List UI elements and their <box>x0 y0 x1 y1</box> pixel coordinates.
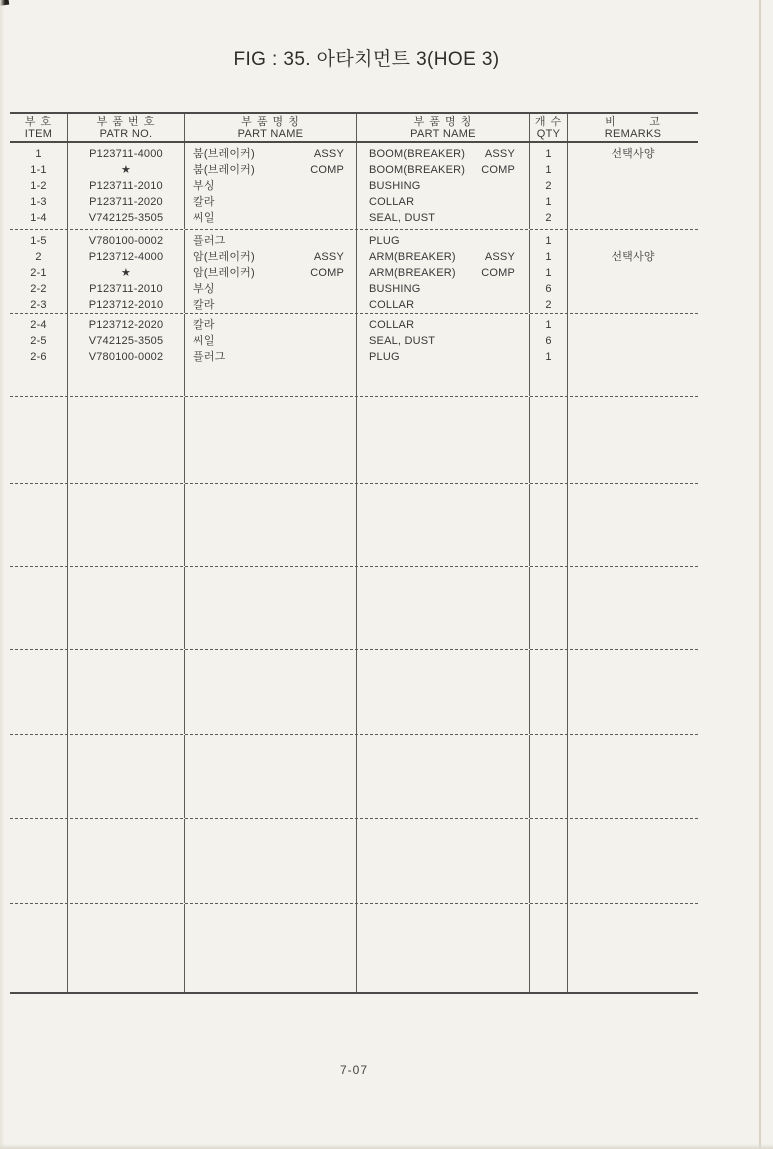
table-column <box>530 230 568 313</box>
cell-part-no: V742125-3505 <box>88 212 164 224</box>
scan-bottom-edge <box>0 1144 773 1149</box>
table-column <box>68 230 185 313</box>
table-column <box>10 397 68 483</box>
cell-item: 1 <box>35 148 42 160</box>
table-column <box>530 314 568 396</box>
parts-table <box>10 112 698 994</box>
cell-name-kr: 칼라 <box>193 299 215 311</box>
cell-name-suffix: COMP <box>481 267 515 279</box>
cell-name-en: BUSHING <box>369 180 421 192</box>
header-item <box>10 114 68 141</box>
header-qty-kr: 개 수 <box>534 115 563 128</box>
table-column <box>357 230 530 313</box>
cell-remarks <box>568 162 698 178</box>
table-column <box>357 397 530 483</box>
cell-qty: 1 <box>545 148 552 160</box>
cell-name-kr-line <box>185 333 356 349</box>
cell-name-en-line <box>357 233 529 249</box>
cell-qty: 1 <box>545 351 552 363</box>
cell-name-en: BOOM(BREAKER) <box>369 164 466 176</box>
cell-name-suffix: ASSY <box>484 251 515 263</box>
table-body <box>10 143 698 994</box>
table-column <box>68 567 185 649</box>
cell-item: 1-4 <box>30 212 47 224</box>
header-part-no-kr: 부 품 번 호 <box>96 115 156 128</box>
cell-name-kr-line <box>185 233 356 249</box>
table-column <box>185 819 357 903</box>
table-block <box>10 143 698 230</box>
table-column <box>357 143 530 229</box>
table-column <box>357 484 530 566</box>
table-column <box>68 650 185 734</box>
table-column <box>357 567 530 649</box>
cell-qty: 1 <box>545 164 552 176</box>
cell-remarks <box>568 333 698 349</box>
table-column <box>10 143 68 229</box>
table-column <box>10 904 68 992</box>
cell-name-kr: 씨일 <box>193 335 215 347</box>
cell-name-en: COLLAR <box>369 196 415 208</box>
table-column <box>10 735 68 818</box>
cell-part-no: V780100-0002 <box>88 235 164 247</box>
cell-name-en: SEAL, DUST <box>369 335 436 347</box>
cell-remarks <box>568 281 698 297</box>
cell-qty: 2 <box>545 180 552 192</box>
cell-item: 1-2 <box>30 180 47 192</box>
table-column <box>530 397 568 483</box>
header-item-en: ITEM <box>24 127 53 140</box>
cell-name-kr-line <box>185 162 356 178</box>
table-column <box>530 904 568 992</box>
table-column <box>10 484 68 566</box>
table-column <box>530 567 568 649</box>
header-part-name2-kr: 부 품 명 칭 <box>413 115 473 128</box>
table-column <box>568 650 698 734</box>
table-column <box>530 735 568 818</box>
table-column <box>185 314 357 396</box>
cell-qty: 2 <box>545 299 552 311</box>
cell-item: 2-3 <box>30 299 47 311</box>
table-column <box>185 143 357 229</box>
table-header <box>10 112 698 143</box>
cell-name-kr: 붐(브레이커) <box>193 164 255 176</box>
header-item-kr: 부 호 <box>24 115 53 128</box>
table-column <box>10 314 68 396</box>
scan-right-edge <box>759 0 761 1149</box>
table-column <box>568 397 698 483</box>
cell-name-en: PLUG <box>369 235 400 247</box>
table-column <box>357 650 530 734</box>
cell-part-no: ★ <box>120 267 132 279</box>
table-column <box>530 484 568 566</box>
table-column <box>68 484 185 566</box>
cell-item: 2-6 <box>30 351 47 363</box>
cell-remarks <box>568 233 698 249</box>
table-column <box>185 735 357 818</box>
table-column <box>568 143 698 229</box>
cell-name-kr: 씨일 <box>193 212 215 224</box>
cell-qty: 1 <box>545 251 552 263</box>
cell-name-kr-line <box>185 194 356 210</box>
cell-name-suffix: ASSY <box>313 148 344 160</box>
cell-name-en: ARM(BREAKER) <box>369 267 456 279</box>
cell-name-suffix: COMP <box>481 164 515 176</box>
table-column <box>568 567 698 649</box>
header-part-name-en-col <box>357 114 530 141</box>
cell-remarks <box>568 194 698 210</box>
cell-name-en: COLLAR <box>369 319 415 331</box>
cell-item: 2-2 <box>30 283 47 295</box>
cell-name-en-line <box>357 317 529 333</box>
header-part-name-en: PART NAME <box>237 127 304 140</box>
cell-name-kr: 암(브레이커) <box>193 251 255 263</box>
cell-qty: 6 <box>545 335 552 347</box>
table-column <box>568 484 698 566</box>
header-remarks <box>568 114 698 141</box>
table-column <box>568 735 698 818</box>
table-column <box>357 735 530 818</box>
cell-name-en: ARM(BREAKER) <box>369 251 456 263</box>
header-part-no <box>68 114 185 141</box>
cell-name-en-line <box>357 146 529 162</box>
cell-item: 1-5 <box>30 235 47 247</box>
cell-remarks: 선택사양 <box>611 148 655 160</box>
table-column <box>357 314 530 396</box>
cell-name-en-line <box>357 265 529 281</box>
table-column <box>185 484 357 566</box>
cell-name-kr-line <box>185 265 356 281</box>
table-column <box>68 397 185 483</box>
cell-qty: 1 <box>545 319 552 331</box>
cell-remarks <box>568 349 698 365</box>
cell-item: 2-1 <box>30 267 47 279</box>
table-column <box>568 819 698 903</box>
table-column <box>185 650 357 734</box>
table-column <box>185 230 357 313</box>
cell-name-kr-line <box>185 178 356 194</box>
table-column <box>530 650 568 734</box>
cell-remarks <box>568 210 698 226</box>
table-column <box>10 819 68 903</box>
cell-item: 1-1 <box>30 164 47 176</box>
header-qty-en: QTY <box>536 127 561 140</box>
cell-name-suffix: COMP <box>310 164 344 176</box>
cell-name-en-line <box>357 333 529 349</box>
cell-name-suffix: COMP <box>310 267 344 279</box>
cell-item: 1-3 <box>30 196 47 208</box>
cell-remarks <box>568 317 698 333</box>
cell-name-en-line <box>357 281 529 297</box>
table-column <box>10 567 68 649</box>
table-column <box>68 143 185 229</box>
cell-qty: 6 <box>545 283 552 295</box>
cell-remarks <box>568 297 698 313</box>
page-number: 7-07 <box>339 1063 369 1077</box>
cell-item: 2 <box>35 251 42 263</box>
cell-name-suffix: ASSY <box>484 148 515 160</box>
cell-part-no: P123711-2010 <box>89 283 163 295</box>
table-column <box>530 819 568 903</box>
scan-left-edge <box>0 0 5 1149</box>
table-block <box>10 567 698 650</box>
cell-name-kr: 암(브레이커) <box>193 267 255 279</box>
cell-qty: 1 <box>545 267 552 279</box>
cell-part-no: V780100-0002 <box>88 351 164 363</box>
cell-part-no: P123711-2020 <box>89 196 163 208</box>
cell-part-no: V742125-3505 <box>88 335 164 347</box>
header-qty <box>530 114 568 141</box>
table-block <box>10 230 698 314</box>
table-column <box>568 904 698 992</box>
page-title: FIG : 35. 아타치먼트 3(HOE 3) <box>233 49 500 70</box>
table-column <box>357 904 530 992</box>
cell-name-en: PLUG <box>369 351 400 363</box>
cell-name-kr-line <box>185 349 356 365</box>
cell-name-en-line <box>357 162 529 178</box>
cell-part-no: P123712-2020 <box>88 319 164 331</box>
table-column <box>68 904 185 992</box>
header-part-name2-en: PART NAME <box>410 127 476 140</box>
cell-name-kr-line <box>185 297 356 313</box>
table-block <box>10 650 698 735</box>
cell-name-kr-line <box>185 281 356 297</box>
cell-name-suffix: ASSY <box>313 251 344 263</box>
cell-name-kr-line <box>185 146 356 162</box>
table-column <box>68 819 185 903</box>
cell-name-en: COLLAR <box>369 299 415 311</box>
cell-part-no: P123711-2010 <box>89 180 163 192</box>
cell-item: 2-5 <box>30 335 47 347</box>
cell-name-kr: 플러그 <box>193 235 226 247</box>
cell-name-kr: 부싱 <box>193 180 215 192</box>
table-column <box>568 314 698 396</box>
cell-qty: 1 <box>545 196 552 208</box>
header-remarks-en: REMARKS <box>604 127 662 140</box>
cell-part-no: P123711-4000 <box>89 148 163 160</box>
cell-name-kr-line <box>185 210 356 226</box>
cell-name-kr-line <box>185 317 356 333</box>
cell-name-kr: 플러그 <box>193 351 226 363</box>
cell-name-kr-line <box>185 249 356 265</box>
cell-name-en-line <box>357 249 529 265</box>
cell-part-no: ★ <box>120 164 132 176</box>
header-part-name-kr: 부 품 명 칭 <box>241 115 300 128</box>
cell-name-en: SEAL, DUST <box>369 212 436 224</box>
table-block <box>10 314 698 397</box>
cell-remarks: 선택사양 <box>611 251 655 263</box>
table-block <box>10 484 698 567</box>
table-column <box>10 230 68 313</box>
table-column <box>357 819 530 903</box>
cell-part-no: P123712-4000 <box>88 251 164 263</box>
table-column <box>68 314 185 396</box>
table-column <box>185 567 357 649</box>
cell-name-en-line <box>357 349 529 365</box>
cell-name-en-line <box>357 210 529 226</box>
cell-name-en-line <box>357 194 529 210</box>
header-part-name-kr-col <box>185 114 357 141</box>
cell-item: 2-4 <box>30 319 47 331</box>
cell-name-en-line <box>357 297 529 313</box>
cell-remarks <box>568 265 698 281</box>
table-column <box>530 143 568 229</box>
cell-name-kr: 칼라 <box>193 196 215 208</box>
header-remarks-kr: 비 고 <box>605 115 661 128</box>
cell-name-en: BUSHING <box>369 283 421 295</box>
table-block <box>10 819 698 904</box>
cell-name-kr: 부싱 <box>193 283 215 295</box>
cell-qty: 2 <box>545 212 552 224</box>
cell-name-en: BOOM(BREAKER) <box>369 148 466 160</box>
table-block <box>10 735 698 819</box>
cell-qty: 1 <box>545 235 552 247</box>
table-column <box>185 904 357 992</box>
cell-part-no: P123712-2010 <box>88 299 164 311</box>
cell-name-kr: 칼라 <box>193 319 215 331</box>
cell-name-en-line <box>357 178 529 194</box>
table-block <box>10 397 698 484</box>
cell-remarks <box>568 178 698 194</box>
header-part-no-en: PATR NO. <box>99 127 153 140</box>
table-column <box>68 735 185 818</box>
table-column <box>185 397 357 483</box>
table-column <box>568 230 698 313</box>
table-block <box>10 904 698 992</box>
table-column <box>10 650 68 734</box>
cell-name-kr: 붐(브레이커) <box>193 148 255 160</box>
